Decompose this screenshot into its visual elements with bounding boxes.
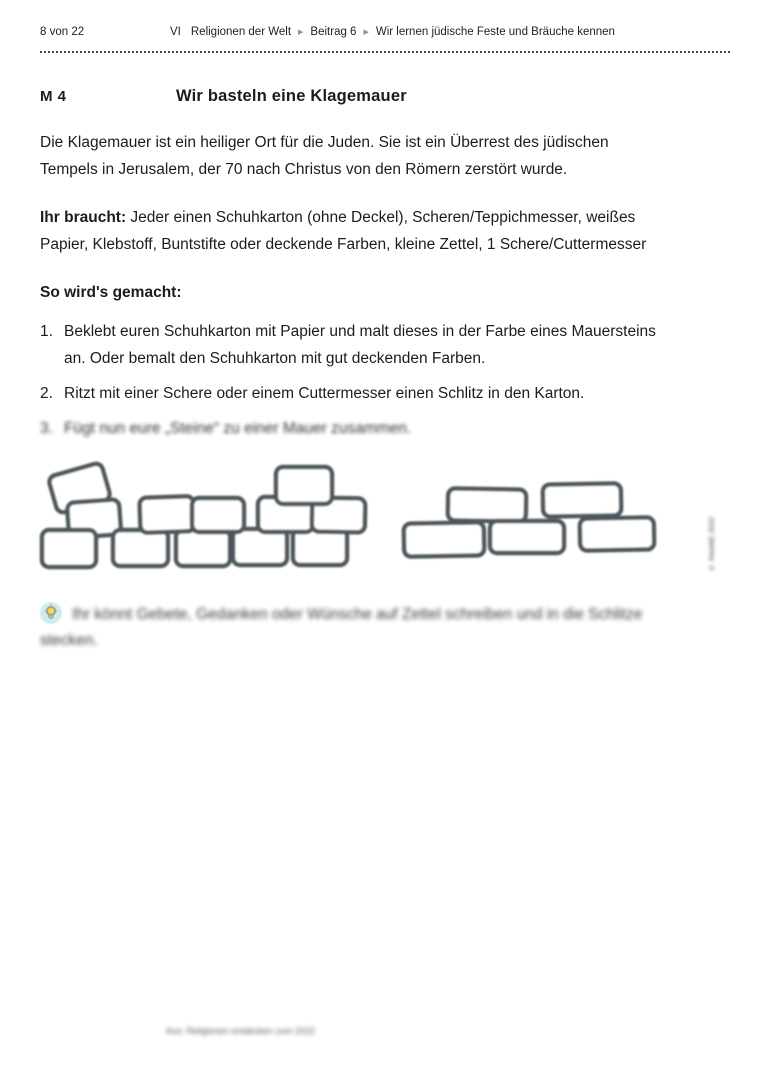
page-header: [40, 26, 730, 38]
tip-text: Ihr könnt Gebete, Gedanken oder Wünsche auf Zettel schreiben und in die Schlitze stecken.: [40, 606, 643, 649]
page-number: 8 von 22: [40, 26, 85, 38]
step-text: Ritzt mit einer Schere oder einem Cuttermesser einen Schlitz in den Karton.: [64, 385, 585, 402]
lightbulb-icon: [40, 602, 62, 624]
header-divider: [40, 51, 730, 53]
breadcrumb-issue: Beitrag 6: [310, 26, 357, 38]
breadcrumb-arrow-icon: ▶: [363, 29, 369, 36]
instruction-step: [40, 318, 666, 372]
instruction-step: [40, 415, 666, 442]
tip-box: [40, 602, 644, 654]
footer-imprint: Aus: Religionen entdecken zum 2022: [166, 1026, 316, 1036]
step-number: 1.: [40, 323, 53, 340]
breadcrumb-arrow-icon: ▶: [298, 29, 304, 36]
body-copy: [40, 129, 666, 450]
step-text: Beklebt euren Schuhkarton mit Papier und malt dieses in der Farbe eines Mauersteins an. Oder bemalt den Schuhkarton mit gut deckenden Farben.: [64, 323, 656, 367]
materials-text: Jeder einen Schuhkarton (ohne Deckel), Scheren/Teppichmesser, weißes Papier, Klebstoff, Buntstifte oder deckende Farben, kleine Zettel, 1 Schere/Cuttermesser: [40, 209, 647, 253]
breadcrumb-topic: Wir lernen jüdische Feste und Bräuche kennen: [375, 26, 615, 38]
breadcrumb: [170, 26, 730, 38]
instruction-step: [40, 380, 666, 407]
illustration-side-caption: © RAABE 2022: [707, 516, 716, 572]
instructions-list: [40, 318, 666, 442]
instructions-heading: So wird's gemacht:: [40, 284, 182, 301]
breadcrumb-series: Religionen der Welt: [190, 26, 292, 38]
brick-wall-illustration: [30, 452, 690, 592]
page-title: Wir basteln eine Klagemauer: [176, 87, 407, 105]
materials-label: Ihr braucht:: [40, 209, 127, 226]
material-code: M 4: [40, 88, 67, 105]
step-number: 2.: [40, 385, 53, 402]
intro-paragraph: Die Klagemauer ist ein heiliger Ort für die Juden. Sie ist ein Überrest des jüdischen Tempels in Jerusalem, der 70 nach Christus von den Römern zerstört wurde.: [40, 134, 609, 178]
title-row: [40, 87, 407, 106]
materials-paragraph: [40, 204, 666, 258]
step-text: Fügt nun eure „Steine“ zu einer Mauer zusammen.: [64, 420, 412, 437]
breadcrumb-unit: VI: [170, 26, 181, 38]
step-number: 3.: [40, 420, 53, 437]
